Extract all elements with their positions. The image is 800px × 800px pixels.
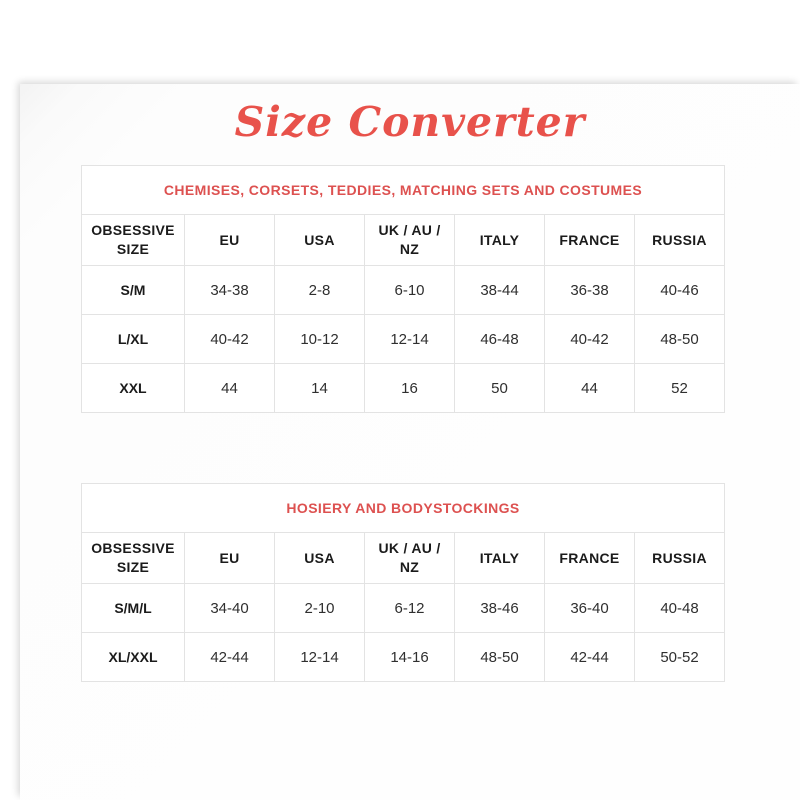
row-size-label: XL/XXL xyxy=(82,633,185,682)
size-table-hosiery-bodystockings xyxy=(81,483,725,682)
table-row xyxy=(82,266,725,315)
size-value-cell: 2-8 xyxy=(275,266,365,315)
row-size-label: S/M xyxy=(82,266,185,315)
column-header: FRANCE xyxy=(545,533,635,584)
row-size-label: L/XL xyxy=(82,315,185,364)
column-header: OBSESSIVE SIZE xyxy=(82,215,185,266)
column-header: UK / AU / NZ xyxy=(365,215,455,266)
column-header: ITALY xyxy=(455,533,545,584)
column-header: EU xyxy=(185,533,275,584)
table-caption: CHEMISES, CORSETS, TEDDIES, MATCHING SETS AND COSTUMES xyxy=(82,166,725,215)
size-value-cell: 50 xyxy=(455,364,545,413)
table-row xyxy=(82,315,725,364)
size-value-cell: 36-40 xyxy=(545,584,635,633)
size-value-cell: 48-50 xyxy=(635,315,725,364)
size-table-chemises-corsets xyxy=(81,165,725,413)
size-value-cell: 6-12 xyxy=(365,584,455,633)
page-title: Size Converter xyxy=(234,98,586,146)
column-header: USA xyxy=(275,533,365,584)
column-header: USA xyxy=(275,215,365,266)
column-header: UK / AU / NZ xyxy=(365,533,455,584)
content-card xyxy=(20,84,800,800)
size-value-cell: 34-38 xyxy=(185,266,275,315)
column-header: OBSESSIVE SIZE xyxy=(82,533,185,584)
row-size-label: XXL xyxy=(82,364,185,413)
size-value-cell: 48-50 xyxy=(455,633,545,682)
size-value-cell: 16 xyxy=(365,364,455,413)
size-value-cell: 42-44 xyxy=(185,633,275,682)
size-value-cell: 36-38 xyxy=(545,266,635,315)
size-value-cell: 14 xyxy=(275,364,365,413)
size-value-cell: 6-10 xyxy=(365,266,455,315)
size-value-cell: 34-40 xyxy=(185,584,275,633)
size-value-cell: 38-46 xyxy=(455,584,545,633)
size-value-cell: 10-12 xyxy=(275,315,365,364)
size-value-cell: 40-42 xyxy=(185,315,275,364)
row-size-label: S/M/L xyxy=(82,584,185,633)
size-value-cell: 40-42 xyxy=(545,315,635,364)
size-value-cell: 42-44 xyxy=(545,633,635,682)
size-value-cell: 40-48 xyxy=(635,584,725,633)
column-header: RUSSIA xyxy=(635,215,725,266)
table-caption: HOSIERY AND BODYSTOCKINGS xyxy=(82,484,725,533)
column-header: EU xyxy=(185,215,275,266)
table-row xyxy=(82,584,725,633)
size-value-cell: 12-14 xyxy=(365,315,455,364)
size-value-cell: 14-16 xyxy=(365,633,455,682)
size-value-cell: 44 xyxy=(545,364,635,413)
size-value-cell: 12-14 xyxy=(275,633,365,682)
table-row xyxy=(82,364,725,413)
size-tables-container xyxy=(81,150,724,682)
size-value-cell: 50-52 xyxy=(635,633,725,682)
size-value-cell: 52 xyxy=(635,364,725,413)
size-value-cell: 38-44 xyxy=(455,266,545,315)
size-value-cell: 46-48 xyxy=(455,315,545,364)
size-value-cell: 2-10 xyxy=(275,584,365,633)
table-row xyxy=(82,633,725,682)
column-header: ITALY xyxy=(455,215,545,266)
size-value-cell: 40-46 xyxy=(635,266,725,315)
column-header: FRANCE xyxy=(545,215,635,266)
column-header: RUSSIA xyxy=(635,533,725,584)
size-value-cell: 44 xyxy=(185,364,275,413)
